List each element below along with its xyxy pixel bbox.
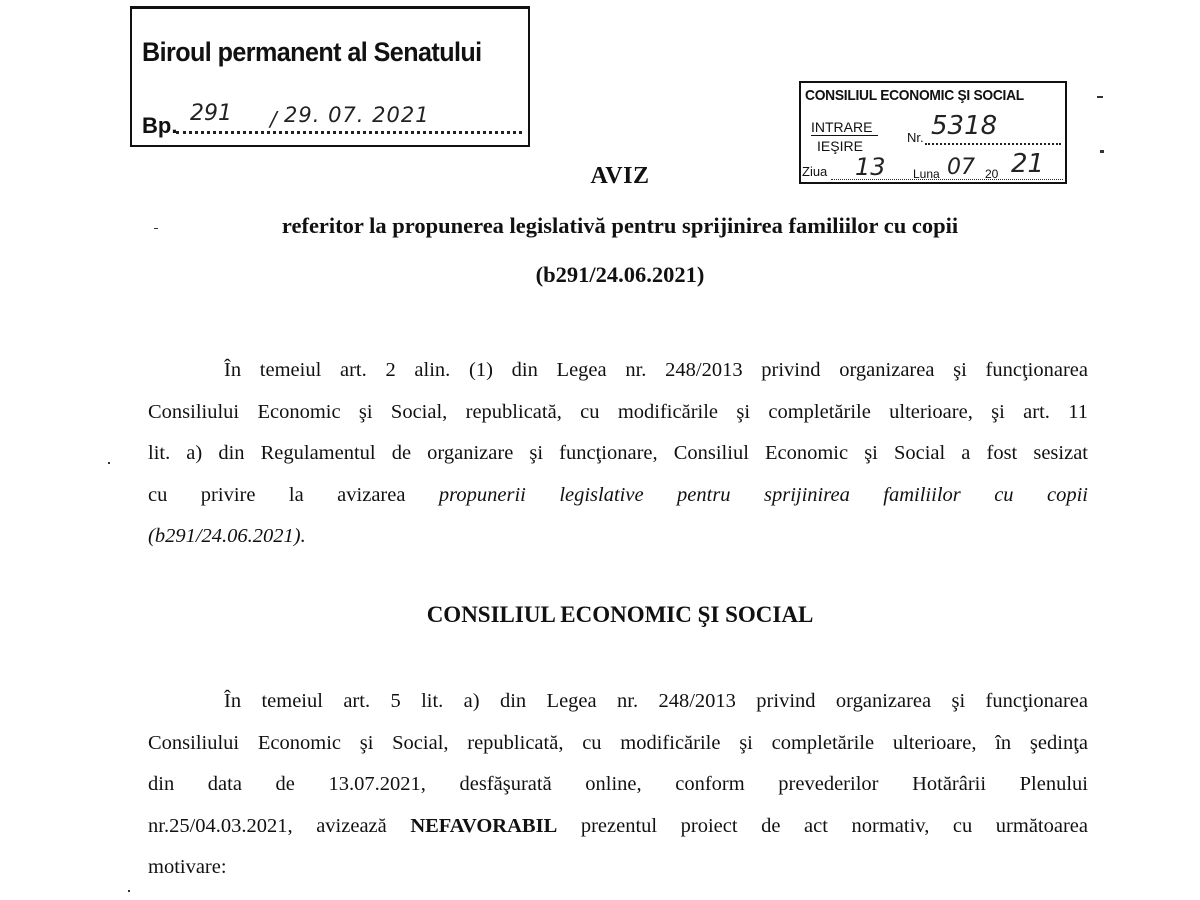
- scan-speck: [1097, 96, 1103, 98]
- line-text: nr.25/04.03.2021, avizează: [148, 814, 387, 837]
- paragraph-line: Consiliului Economic şi Social, republicată, cu modificările şi completările ulterioare, în şedinţa: [148, 731, 1088, 754]
- scan-speck: [128, 890, 130, 892]
- dotted-line: [176, 131, 522, 134]
- year-prefix: 20: [985, 167, 999, 181]
- handwritten-month: 07: [947, 155, 975, 180]
- senate-stamp-title: Biroul permanent al Senatului: [142, 37, 482, 67]
- paragraph-decision: [148, 681, 1088, 889]
- italic-proposal-title: propunerii legislative pentru sprijinirea familiilor cu copii: [438, 483, 1089, 506]
- senate-registration-stamp: [130, 6, 530, 147]
- iesire-label: IEŞIRE: [817, 138, 863, 154]
- nr-label: Nr.: [907, 130, 924, 145]
- italic-reference: (b291/24.06.2021).: [148, 525, 306, 547]
- ziua-label: Ziua: [802, 164, 828, 179]
- cropped-text-line: [130, 0, 1080, 4]
- paragraph-line: [148, 475, 1088, 517]
- paragraph-line: motivare:: [148, 856, 227, 878]
- luna-label: Luna: [913, 167, 940, 181]
- document-subtitle: referitor la propunerea legislativă pentru sprijinirea familiilor cu copii: [281, 213, 959, 238]
- handwritten-date: 29. 07. 2021: [284, 103, 430, 127]
- handwritten-registration-number: 5318: [931, 111, 998, 141]
- line-text: cu privire la avizarea: [148, 483, 406, 506]
- scan-speck: [1100, 150, 1104, 153]
- paragraph-line: [148, 806, 1088, 848]
- handwritten-bp-number: 291: [190, 101, 232, 126]
- handwritten-day: 13: [855, 153, 886, 181]
- intrare-label: INTRARE: [811, 119, 878, 136]
- ces-stamp-organization: CONSILIUL ECONOMIC ŞI SOCIAL: [805, 87, 1024, 104]
- paragraph-line: În temeiul art. 2 alin. (1) din Legea nr. 248/2013 privind organizarea şi funcţionarea: [224, 359, 1088, 381]
- bp-label: Bp.: [142, 113, 178, 138]
- verdict-nefavorabil: NEFAVORABIL: [410, 814, 558, 837]
- paragraph-line: lit. a) din Regulamentul de organizare şi funcţionare, Consiliul Economic şi Social a fost sesizat: [148, 442, 1088, 464]
- separator: /: [270, 107, 277, 131]
- document-reference: (b291/24.06.2021): [535, 262, 705, 287]
- senate-stamp-number-row: [142, 101, 522, 138]
- paragraph-line: În temeiul art. 5 lit. a) din Legea nr. 248/2013 privind organizarea şi funcţionarea: [224, 690, 1088, 712]
- line-text: prezentul proiect de act normativ, cu următoarea: [580, 814, 1089, 837]
- dotted-line: [925, 143, 1061, 145]
- document-title: AVIZ: [590, 163, 650, 189]
- paragraph-line: [148, 516, 1088, 558]
- paragraph-line: din data de 13.07.2021, desfăşurată online, conform prevederilor Hotărârii Plenului: [148, 773, 1088, 795]
- scan-speck: [108, 462, 110, 464]
- paragraph-legal-basis: [148, 350, 1088, 558]
- section-title: CONSILIUL ECONOMIC ŞI SOCIAL: [426, 602, 814, 627]
- handwritten-year: 21: [1011, 149, 1045, 179]
- paragraph-line: Consiliului Economic şi Social, republicată, cu modificările şi completările ulterioare, şi art. 11: [148, 400, 1088, 423]
